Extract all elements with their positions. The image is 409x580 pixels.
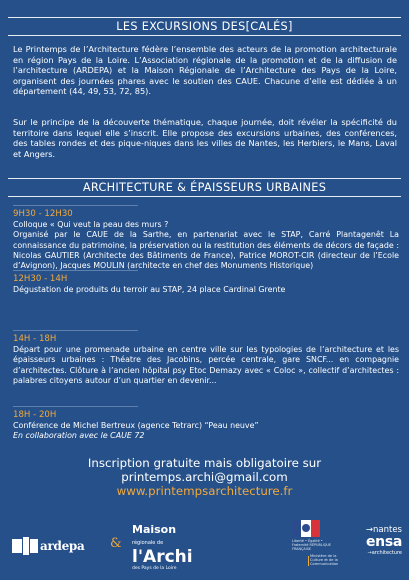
- archi-word: l'Archi: [132, 547, 193, 567]
- maison-small-text: régionale de: [132, 540, 164, 546]
- ampersand: &: [110, 536, 122, 551]
- event-description: [13, 421, 399, 442]
- event-text: Départ pour une promenade urbaine en centre ville sur les typologies de l’architecture et les épaisseurs urbaines : Théatre des Jacobins, percée centrale, gare SNCF... en compagnie d’architectes. Clôture à l’ancien hôpital psy Etoc Demazy avec « Coloc », collectif d’architectes : palabres citoyens autour d’un quartier en devenir...: [13, 345, 399, 385]
- event-time: 9H30 - 12H30: [13, 205, 138, 220]
- event-item: [13, 330, 399, 386]
- signup-block: [0, 456, 409, 498]
- ensa-sub: →architecture: [367, 550, 402, 556]
- culture-text: Ministère de la Culture et de la Communication: [310, 554, 339, 566]
- section-heading-excursions: LES EXCURSIONS DES[CALÉS]: [8, 17, 401, 36]
- event-time: 12H30 - 14H: [13, 270, 138, 285]
- event-description: [13, 285, 399, 295]
- event-collaboration: En collaboration avec le CAUE 72: [13, 431, 145, 441]
- maison-word: Maison: [132, 523, 177, 536]
- ardepa-mark-icon: [12, 537, 38, 555]
- maison-archi-logo: [132, 524, 202, 572]
- event-text: Colloque « Qui veut la peau des murs ? Organisé par le CAUE de la Sarthe, en partenariat avec le STAP, Carré Plantagenêt La connaissance du patrimoine, la préservation ou la restitution des éléments de décors de façade : Nicolas GAUTIER (Architecte des Bâtiments de France), Patrice MOROT-CIR (directeur de l’Ecole d’Avignon), Jacques MOULIN (architecte en chef des Monuments Historique): [13, 220, 399, 271]
- maison-region: des Pays de la Loire: [132, 566, 177, 571]
- event-description: [13, 345, 399, 386]
- ministry-culture-logo: [292, 520, 338, 572]
- section-heading-program: ARCHITECTURE & ÉPAISSEURS URBAINES: [8, 178, 401, 197]
- event-time: 18H - 20H: [13, 406, 138, 421]
- event-text: Dégustation de produits du terroir au STAP, 24 place Cardinal Grente: [13, 285, 286, 294]
- republic-text: Liberté • Égalité • Fraternité RÉPUBLIQUE FRANÇAISE: [292, 539, 332, 551]
- event-text: Conférence de Michel Bertreux (agence Tetrarc) “Peau neuve”: [13, 421, 259, 430]
- culture-divider: [308, 556, 309, 566]
- partner-logos: [0, 515, 409, 575]
- ardepa-logo: [12, 537, 85, 555]
- event-time: 14H - 18H: [13, 330, 138, 345]
- event-item: [13, 406, 399, 442]
- intro-paragraph-2: Sur le principe de la découverte thématique, chaque journée, doit révéler la spécificité du territoire dans lequel elle s’inscrit. Elle propose des excursions urbaines, des conférences, des tables rondes et des pique-niques dans les villes de Nantes, les Herbiers, le Mans, Laval et Angers.: [13, 117, 397, 159]
- event-item: [13, 205, 399, 271]
- event-description: [13, 220, 399, 271]
- signup-text: Inscription gratuite mais obligatoire sur: [87, 456, 322, 470]
- ensa-city: →nantes: [365, 525, 402, 535]
- website-link[interactable]: www.printempsarchitecture.fr: [116, 484, 293, 498]
- marianne-icon: [292, 520, 320, 537]
- signup-email-link[interactable]: printemps.archi@gmail.com: [121, 470, 288, 484]
- intro-paragraph-1: Le Printemps de l’Architecture fédère l’ensemble des acteurs de la promotion architecturale en région Pays de la Loire. L’Association régionale de la promotion et de la diffusion de l’architecture (ARDEPA) et la Maison Régionale de l’Architecture des Pays de la Loire, organisent des journées phares avec le soutien des CAUE. Chacune d’elle est dédiée à un département (44, 49, 53, 72, 85).: [13, 44, 397, 97]
- ensa-name: ensa: [365, 534, 402, 550]
- ensa-nantes-logo: [340, 525, 402, 556]
- event-item: [13, 270, 399, 295]
- ardepa-logo-text: ardepa: [40, 539, 85, 553]
